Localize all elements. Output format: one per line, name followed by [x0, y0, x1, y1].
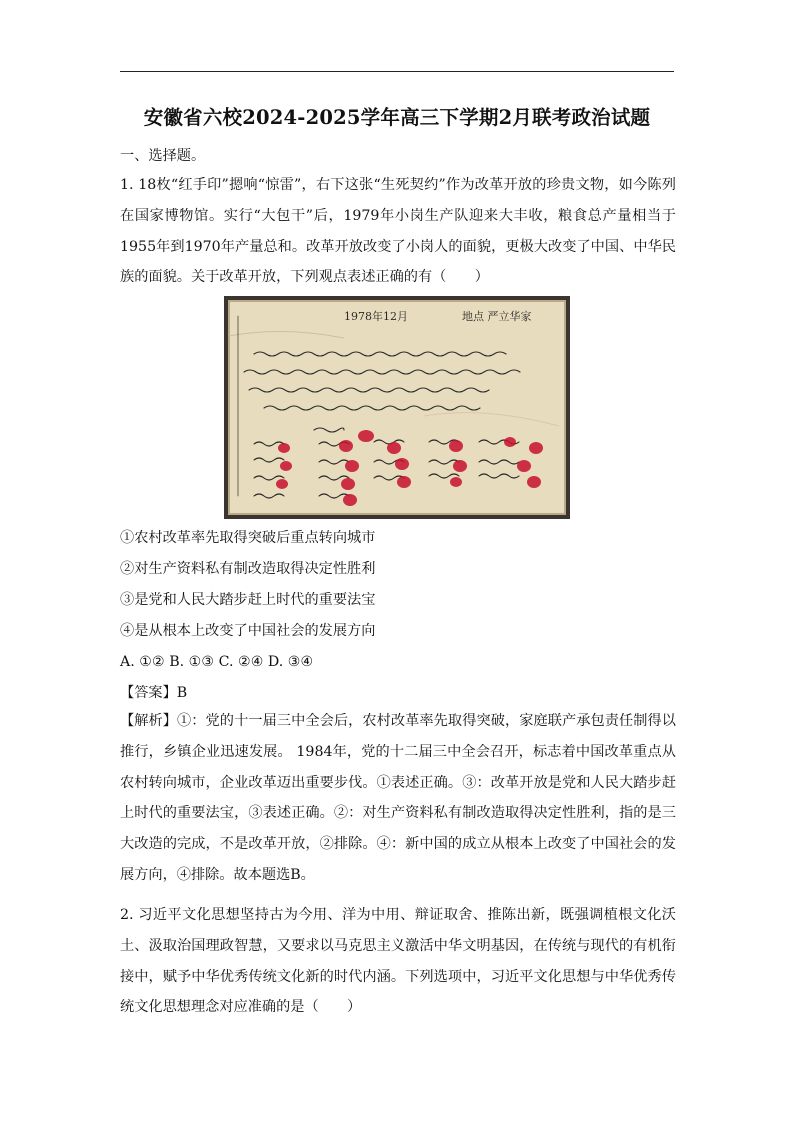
question-1-option-1: ①农村改革率先取得突破后重点转向城市: [120, 530, 376, 546]
page-title: 安徽省六校2024-2025学年高三下学期2月联考政治试题: [143, 106, 651, 129]
question-1-choices: A. ①② B. ①③ C. ②④ D. ③④: [120, 654, 314, 670]
contract-photo: [224, 296, 570, 519]
question-1-option-2: ②对生产资料私有制改造取得决定性胜利: [120, 561, 376, 577]
handwritten-contract-image: [224, 296, 570, 519]
question-1-option-3: ③是党和人民大踏步赶上时代的重要法宝: [120, 592, 376, 608]
header-rule: [120, 71, 674, 72]
question-1-option-4: ④是从根本上改变了中国社会的发展方向: [120, 623, 376, 639]
question-2-stem: 2. 习近平文化思想坚持古为今用、洋为中用、辩证取舍、推陈出新，既强调植根文化沃土、汲取治国理政智慧，又要求以马克思主义激活中华文明基因，在传统与现代的有机衔接中，赋予中华优秀传统文化新的时代内涵。下列选项中，习近平文化思想与中华优秀传统文化思想理念对应准确的是（ ）: [120, 907, 676, 1016]
svg-text:1978年12月: 1978年12月: [344, 310, 408, 323]
question-1-stem: 1. 18枚“红手印”摁响“惊雷”，右下这张“生死契约”作为改革开放的珍贵文物，如今陈列在国家博物馆。实行“大包干”后，1979年小岗生产队迎来大丰收，粮食总产量相当于1955年到1970年产量总和。改革开放改变了小岗人的面貌，更极大改变了中国、中华民族的面貌。关于改革开放，下列观点表述正确的有（ ）: [120, 177, 676, 286]
svg-text:地点 严立华家: 地点 严立华家: [462, 310, 532, 323]
question-1-answer: 【答案】B: [120, 685, 188, 701]
question-1-analysis: 【解析】①：党的十一届三中全会后，农村改革率先取得突破，家庭联产承包责任制得以推行，乡镇企业迅速发展。 1984年，党的十二届三中全会召开，标志着中国改革重点从农村转向城市，企业改革迈出重要步伐。①表述正确。③：改革开放是党和人民大踏步赶上时代的重要法宝，③表述正确。②：对生产资料私有制改造取得决定性胜利，指的是三大改造的完成，不是改革开放，②排除。④：新中国的成立从根本上改变了中国社会的发展方向，④排除。故本题选B。: [120, 713, 676, 883]
section-heading: 一、选择题。: [120, 148, 206, 164]
